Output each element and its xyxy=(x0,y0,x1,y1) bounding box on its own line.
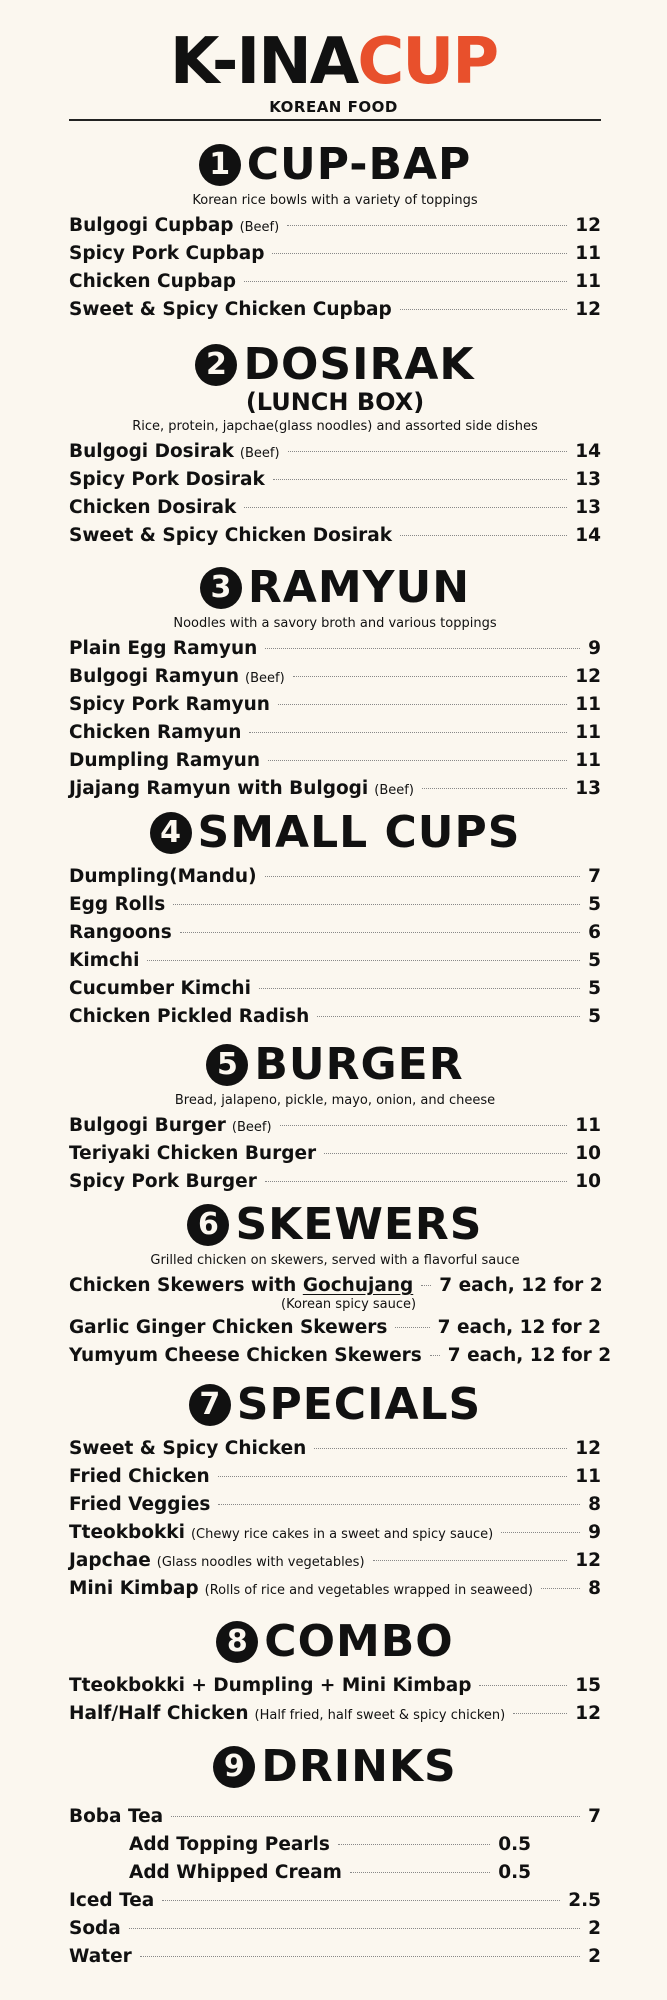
brand-logo xyxy=(0,25,667,99)
section-title-text: SKEWERS xyxy=(235,1199,483,1250)
item-price: 11 xyxy=(575,694,601,715)
item-price: 9 xyxy=(588,638,601,659)
section-title xyxy=(69,1380,601,1430)
dot-leader xyxy=(173,904,580,905)
dot-leader xyxy=(162,1900,560,1901)
item-price: 7 each, 12 for 2 xyxy=(439,1275,603,1296)
section-small-cups xyxy=(69,808,601,1034)
item-name-underlined: Gochujang xyxy=(302,1275,414,1296)
item-name: Kimchi xyxy=(69,950,140,971)
dot-leader xyxy=(259,988,580,989)
section-title-text: RAMYUN xyxy=(247,562,471,613)
menu-item xyxy=(69,666,601,694)
item-price: 14 xyxy=(575,441,601,462)
item-price: 11 xyxy=(575,1466,601,1487)
item-note: (Beef) xyxy=(231,1120,272,1135)
menu-item xyxy=(69,1675,601,1703)
item-name: Add Topping Pearls xyxy=(129,1834,330,1855)
menu-item-addon xyxy=(69,1834,531,1862)
item-name: Bulgogi Dosirak xyxy=(69,441,234,462)
item-subnote: (Korean spicy sauce) xyxy=(281,1297,417,1312)
menu-item xyxy=(69,525,601,553)
item-name: Water xyxy=(69,1946,132,1967)
item-price: 15 xyxy=(575,1675,601,1696)
item-name: Chicken Cupbap xyxy=(69,271,236,292)
menu-item xyxy=(69,638,601,666)
item-price: 12 xyxy=(575,1550,601,1571)
item-name: Spicy Pork Cupbap xyxy=(69,243,265,264)
item-name: Plain Egg Ramyun xyxy=(69,638,258,659)
dot-leader xyxy=(479,1685,567,1686)
section-title-text: BURGER xyxy=(254,1039,464,1090)
section-title-text: SMALL CUPS xyxy=(197,807,521,858)
item-price: 8 xyxy=(588,1494,601,1515)
item-price: 2 xyxy=(588,1946,601,1967)
menu-item xyxy=(69,1143,601,1171)
item-price: 12 xyxy=(575,215,601,236)
brand-name-accent: CUP xyxy=(357,25,498,99)
item-price: 11 xyxy=(575,271,601,292)
menu-item xyxy=(69,1171,601,1199)
dot-leader xyxy=(218,1476,568,1477)
section-number-badge: 4 xyxy=(150,812,192,854)
section-description: Rice, protein, japchae(glass noodles) and assorted side dishes xyxy=(132,419,538,434)
item-note: (Half fried, half sweet & spicy chicken) xyxy=(254,1708,506,1723)
section-drinks xyxy=(69,1742,601,1974)
section-title xyxy=(69,563,601,613)
menu-item xyxy=(69,950,601,978)
item-price: 12 xyxy=(575,299,601,320)
item-price: 12 xyxy=(575,1703,601,1724)
dot-leader xyxy=(501,1532,580,1533)
section-title xyxy=(69,1040,601,1090)
item-price: 5 xyxy=(588,978,601,999)
section-number-badge: 2 xyxy=(195,344,237,386)
item-name-text: Chicken Skewers with xyxy=(69,1275,303,1296)
item-name: Fried Veggies xyxy=(69,1494,211,1515)
item-name xyxy=(69,1275,413,1296)
dot-leader xyxy=(244,281,567,282)
item-name: Japchae xyxy=(69,1550,151,1571)
item-name: Teriyaki Chicken Burger xyxy=(69,1143,317,1164)
menu-item xyxy=(69,1550,601,1578)
menu-item xyxy=(69,497,601,525)
item-price: 7 xyxy=(588,866,601,887)
menu-header xyxy=(0,25,667,116)
item-price: 12 xyxy=(575,1438,601,1459)
section-title-text: COMBO xyxy=(264,1616,454,1667)
item-name: Mini Kimbap xyxy=(69,1578,199,1599)
item-note: (Beef) xyxy=(239,220,280,235)
section-title xyxy=(69,1742,601,1792)
section-title-text: DRINKS xyxy=(261,1741,457,1792)
item-price: 10 xyxy=(575,1143,601,1164)
item-price: 5 xyxy=(588,1006,601,1027)
dot-leader xyxy=(265,876,581,877)
section-title-text: DOSIRAK xyxy=(243,339,475,390)
menu-item-addon xyxy=(69,1862,531,1890)
item-name: Spicy Pork Dosirak xyxy=(69,469,265,490)
dot-leader xyxy=(273,479,567,480)
menu-item xyxy=(69,271,601,299)
item-price: 11 xyxy=(575,750,601,771)
menu-item xyxy=(69,441,601,469)
menu-item xyxy=(69,1115,601,1143)
menu-item xyxy=(69,1438,601,1466)
menu-item xyxy=(69,1806,601,1834)
section-combo xyxy=(69,1617,601,1731)
dot-leader xyxy=(278,704,567,705)
section-number-badge: 1 xyxy=(199,144,241,186)
dot-leader xyxy=(288,451,568,452)
menu-item xyxy=(69,215,601,243)
item-price: 13 xyxy=(575,778,601,799)
menu-item xyxy=(69,1345,612,1373)
menu-item xyxy=(69,1317,601,1345)
dot-leader xyxy=(249,732,567,733)
section-description: Korean rice bowls with a variety of toppings xyxy=(192,193,478,208)
item-price: 5 xyxy=(588,950,601,971)
item-name: Tteokbokki + Dumpling + Mini Kimbap xyxy=(69,1675,472,1696)
dot-leader xyxy=(147,960,580,961)
dot-leader xyxy=(140,1956,580,1957)
dot-leader xyxy=(513,1713,567,1714)
item-note: (Beef) xyxy=(239,446,280,461)
section-number-badge: 7 xyxy=(189,1384,231,1426)
item-price: 6 xyxy=(588,922,601,943)
section-title-text: CUP-BAP xyxy=(246,139,472,190)
item-name: Fried Chicken xyxy=(69,1466,210,1487)
item-name: Boba Tea xyxy=(69,1806,164,1827)
header-divider xyxy=(69,119,601,121)
item-price: 13 xyxy=(575,469,601,490)
item-price: 14 xyxy=(575,525,601,546)
item-name: Garlic Ginger Chicken Skewers xyxy=(69,1317,388,1338)
section-title xyxy=(69,340,601,390)
item-name: Sweet & Spicy Chicken xyxy=(69,1438,307,1459)
item-name: Chicken Ramyun xyxy=(69,722,242,743)
section-number-badge: 3 xyxy=(200,567,242,609)
menu-item xyxy=(69,299,601,327)
menu-item xyxy=(69,1918,601,1946)
section-number-badge: 5 xyxy=(206,1044,248,1086)
item-price: 2 xyxy=(588,1918,601,1939)
item-note: (Chewy rice cakes in a sweet and spicy sauce) xyxy=(190,1527,494,1542)
item-price: 8 xyxy=(588,1578,601,1599)
menu-item xyxy=(69,750,601,778)
section-burger xyxy=(69,1040,601,1199)
item-price: 5 xyxy=(588,894,601,915)
menu-item xyxy=(69,1946,601,1974)
section-number-badge: 9 xyxy=(213,1746,255,1788)
item-price: 13 xyxy=(575,497,601,518)
dot-leader xyxy=(541,1588,580,1589)
dot-leader xyxy=(272,253,567,254)
dot-leader xyxy=(421,1285,431,1286)
item-note: (Beef) xyxy=(245,671,285,686)
item-note: (Glass noodles with vegetables) xyxy=(156,1555,365,1570)
dot-leader xyxy=(400,309,568,310)
item-name: Dumpling(Mandu) xyxy=(69,866,257,887)
menu-item xyxy=(69,866,601,894)
item-name: Bulgogi Burger xyxy=(69,1115,226,1136)
item-name: Dumpling Ramyun xyxy=(69,750,260,771)
item-price: 0.5 xyxy=(498,1834,531,1855)
item-name: Rangoons xyxy=(69,922,172,943)
item-price: 11 xyxy=(575,1115,601,1136)
section-specials xyxy=(69,1380,601,1606)
item-name: Add Whipped Cream xyxy=(129,1862,342,1883)
section-ramyun xyxy=(69,563,601,806)
dot-leader xyxy=(265,1181,567,1182)
menu-item xyxy=(69,1578,601,1606)
menu-item xyxy=(69,894,601,922)
menu-item xyxy=(69,1494,601,1522)
item-note: (Beef) xyxy=(374,783,414,798)
dot-leader xyxy=(265,648,580,649)
item-price: 11 xyxy=(575,722,601,743)
dot-leader xyxy=(171,1816,580,1817)
item-name: Chicken Pickled Radish xyxy=(69,1006,310,1027)
item-note: (Rolls of rice and vegetables wrapped in seaweed) xyxy=(204,1583,534,1598)
dot-leader xyxy=(293,676,568,677)
item-name: Jjajang Ramyun with Bulgogi xyxy=(69,778,369,799)
section-subtitle: (LUNCH BOX) xyxy=(245,388,425,416)
dot-leader xyxy=(422,788,567,789)
dot-leader xyxy=(400,535,567,536)
item-name: Sweet & Spicy Chicken Dosirak xyxy=(69,525,393,546)
item-name: Bulgogi Ramyun xyxy=(69,666,239,687)
menu-item xyxy=(69,1522,601,1550)
section-cupbap xyxy=(69,140,601,327)
brand-name-dark: K-INA xyxy=(169,25,358,99)
section-description: Noodles with a savory broth and various toppings xyxy=(173,616,497,631)
section-title xyxy=(69,1617,601,1667)
dot-leader xyxy=(280,1125,568,1126)
dot-leader xyxy=(324,1153,567,1154)
section-number-badge: 8 xyxy=(216,1621,258,1663)
dot-leader xyxy=(430,1355,440,1356)
dot-leader xyxy=(218,1504,580,1505)
dot-leader xyxy=(350,1872,490,1873)
menu-item xyxy=(69,778,601,806)
dot-leader xyxy=(268,760,567,761)
item-name: Yumyum Cheese Chicken Skewers xyxy=(69,1345,422,1366)
section-title xyxy=(69,808,601,858)
menu-item xyxy=(69,469,601,497)
dot-leader xyxy=(373,1560,568,1561)
section-dosirak xyxy=(69,340,601,553)
item-price: 12 xyxy=(575,666,601,687)
section-title xyxy=(69,1200,601,1250)
item-price: 0.5 xyxy=(498,1862,531,1883)
item-name: Cucumber Kimchi xyxy=(69,978,251,999)
item-name: Spicy Pork Burger xyxy=(69,1171,257,1192)
item-name: Egg Rolls xyxy=(69,894,166,915)
section-title-text: SPECIALS xyxy=(236,1379,482,1430)
dot-leader xyxy=(287,225,567,226)
item-name: Tteokbokki xyxy=(69,1522,185,1543)
item-price: 9 xyxy=(588,1522,601,1543)
dot-leader xyxy=(317,1016,580,1017)
item-name: Spicy Pork Ramyun xyxy=(69,694,270,715)
section-description: Bread, jalapeno, pickle, mayo, onion, and cheese xyxy=(174,1093,496,1108)
item-name: Iced Tea xyxy=(69,1890,155,1911)
item-price: 7 each, 12 for 2 xyxy=(437,1317,601,1338)
menu-item xyxy=(69,694,601,722)
section-number-badge: 6 xyxy=(187,1204,229,1246)
item-price: 11 xyxy=(575,243,601,264)
item-name: Half/Half Chicken xyxy=(69,1703,249,1724)
item-name: Sweet & Spicy Chicken Cupbap xyxy=(69,299,392,320)
item-price: 7 xyxy=(588,1806,601,1827)
dot-leader xyxy=(395,1327,429,1328)
item-price: 2.5 xyxy=(568,1890,601,1911)
menu-item xyxy=(69,722,601,750)
dot-leader xyxy=(129,1928,580,1929)
brand-tagline: KOREAN FOOD xyxy=(269,98,398,116)
dot-leader xyxy=(338,1844,490,1845)
menu-item xyxy=(69,922,601,950)
item-price: 10 xyxy=(575,1171,601,1192)
dot-leader xyxy=(314,1448,567,1449)
menu-item xyxy=(69,1006,601,1034)
dot-leader xyxy=(244,507,567,508)
menu-item xyxy=(69,978,601,1006)
menu-item xyxy=(69,1703,601,1731)
menu-item xyxy=(69,1890,601,1918)
section-description: Grilled chicken on skewers, served with a flavorful sauce xyxy=(150,1253,520,1268)
menu-item xyxy=(69,243,601,271)
item-name: Soda xyxy=(69,1918,121,1939)
item-name: Chicken Dosirak xyxy=(69,497,237,518)
section-title xyxy=(69,140,601,190)
item-price: 7 each, 12 for 2 xyxy=(447,1345,612,1366)
item-name: Bulgogi Cupbap xyxy=(69,215,234,236)
dot-leader xyxy=(180,932,580,933)
section-skewers xyxy=(69,1199,612,1373)
menu-item xyxy=(69,1466,601,1494)
